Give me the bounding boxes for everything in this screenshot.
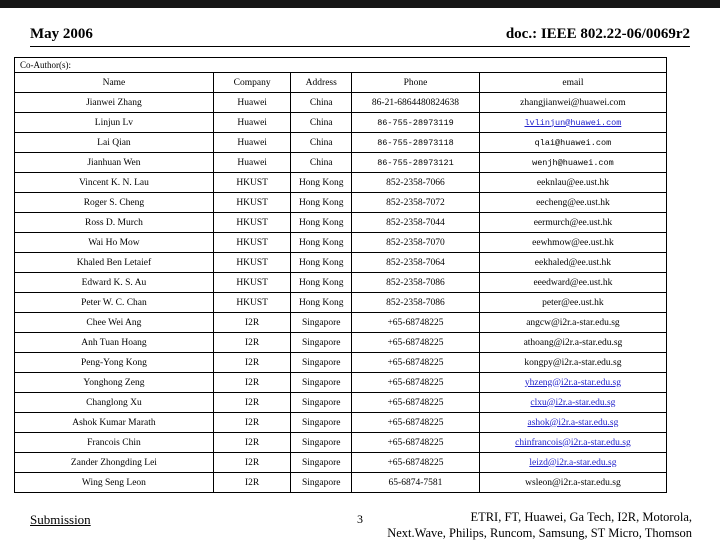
doc-number: doc.: IEEE 802.22-06/0069r2	[505, 26, 690, 42]
affiliations-line-1: ETRI, FT, Huawei, Ga Tech, I2R, Motorola,	[470, 510, 692, 524]
address-cell: Hong Kong	[291, 193, 352, 213]
author-name-cell: Lai Qian	[15, 133, 214, 153]
author-name-cell: Peter W. C. Chan	[15, 293, 214, 313]
table-row	[15, 133, 667, 153]
address-cell: Hong Kong	[291, 233, 352, 253]
company-cell: I2R	[213, 373, 291, 393]
author-name-cell: Jianhuan Wen	[15, 153, 214, 173]
phone-cell: 86-21-6864480824638	[352, 93, 480, 113]
table-row	[15, 113, 667, 133]
address-cell: Singapore	[291, 393, 352, 413]
author-name-cell: Linjun Lv	[15, 113, 214, 133]
phone-cell: 86-755-28973121	[352, 153, 480, 173]
email-cell[interactable]: clxu@i2r.a-star.edu.sg	[479, 393, 666, 413]
email-cell: angcw@i2r.a-star.edu.sg	[479, 313, 666, 333]
column-header: Phone	[352, 73, 480, 93]
phone-cell: +65-68748225	[352, 373, 480, 393]
company-cell: I2R	[213, 433, 291, 453]
address-cell: Hong Kong	[291, 253, 352, 273]
affiliations-line-2: Next.Wave, Philips, Runcom, Samsung, ST Micro, Thomson	[387, 525, 692, 540]
coauthor-table	[14, 57, 667, 493]
table-row	[15, 473, 667, 493]
address-cell: Singapore	[291, 353, 352, 373]
coauthor-table-body	[15, 58, 667, 493]
table-row	[15, 273, 667, 293]
phone-cell: 852-2358-7064	[352, 253, 480, 273]
phone-cell: +65-68748225	[352, 333, 480, 353]
address-cell: China	[291, 153, 352, 173]
author-name-cell: Changlong Xu	[15, 393, 214, 413]
email-cell[interactable]: yhzeng@i2r.a-star.edu.sg	[479, 373, 666, 393]
table-row	[15, 413, 667, 433]
phone-cell: +65-68748225	[352, 393, 480, 413]
author-name-cell: Anh Tuan Hoang	[15, 333, 214, 353]
column-header: Name	[15, 73, 214, 93]
company-cell: HKUST	[213, 253, 291, 273]
table-row	[15, 373, 667, 393]
table-row	[15, 93, 667, 113]
slide-header	[30, 26, 690, 47]
phone-cell: 852-2358-7086	[352, 293, 480, 313]
address-cell: Hong Kong	[291, 173, 352, 193]
table-row	[15, 253, 667, 273]
phone-cell: 852-2358-7066	[352, 173, 480, 193]
email-cell: eeedward@ee.ust.hk	[479, 273, 666, 293]
phone-cell: 65-6874-7581	[352, 473, 480, 493]
address-cell: Singapore	[291, 333, 352, 353]
author-name-cell: Zander Zhongding Lei	[15, 453, 214, 473]
column-header: Address	[291, 73, 352, 93]
table-row	[15, 433, 667, 453]
phone-cell: +65-68748225	[352, 433, 480, 453]
company-cell: HKUST	[213, 213, 291, 233]
company-cell: I2R	[213, 413, 291, 433]
author-name-cell: Roger S. Cheng	[15, 193, 214, 213]
table-row	[15, 393, 667, 413]
table-row	[15, 313, 667, 333]
table-row	[15, 233, 667, 253]
author-name-cell: Khaled Ben Letaief	[15, 253, 214, 273]
page-number: 3	[357, 512, 363, 526]
address-cell: Hong Kong	[291, 273, 352, 293]
address-cell: Hong Kong	[291, 213, 352, 233]
author-name-cell: Wai Ho Mow	[15, 233, 214, 253]
author-name-cell: Ashok Kumar Marath	[15, 413, 214, 433]
phone-cell: 852-2358-7072	[352, 193, 480, 213]
table-row	[15, 293, 667, 313]
phone-cell: +65-68748225	[352, 453, 480, 473]
company-cell: HKUST	[213, 233, 291, 253]
email-cell: wsleon@i2r.a-star.edu.sg	[479, 473, 666, 493]
phone-cell: 852-2358-7070	[352, 233, 480, 253]
email-cell: qlai@huawei.com	[479, 133, 666, 153]
email-cell: zhangjianwei@huawei.com	[479, 93, 666, 113]
table-row	[15, 353, 667, 373]
email-cell[interactable]: lvlinjun@huawei.com	[479, 113, 666, 133]
address-cell: Singapore	[291, 473, 352, 493]
email-cell: eekhaled@ee.ust.hk	[479, 253, 666, 273]
phone-cell: 86-755-28973118	[352, 133, 480, 153]
company-cell: HKUST	[213, 193, 291, 213]
author-name-cell: Francois Chin	[15, 433, 214, 453]
footer-affiliations	[387, 510, 692, 540]
phone-cell: 852-2358-7086	[352, 273, 480, 293]
column-header: email	[479, 73, 666, 93]
author-name-cell: Peng-Yong Kong	[15, 353, 214, 373]
author-name-cell: Wing Seng Leon	[15, 473, 214, 493]
company-cell: HKUST	[213, 173, 291, 193]
address-cell: China	[291, 93, 352, 113]
email-cell: wenjh@huawei.com	[479, 153, 666, 173]
author-name-cell: Ross D. Murch	[15, 213, 214, 233]
address-cell: Singapore	[291, 453, 352, 473]
email-cell: eewhmow@ee.ust.hk	[479, 233, 666, 253]
company-cell: Huawei	[213, 153, 291, 173]
phone-cell: +65-68748225	[352, 313, 480, 333]
address-cell: Singapore	[291, 433, 352, 453]
author-name-cell: Vincent K. N. Lau	[15, 173, 214, 193]
address-cell: Hong Kong	[291, 293, 352, 313]
address-cell: China	[291, 133, 352, 153]
table-row	[15, 213, 667, 233]
table-row	[15, 153, 667, 173]
email-cell: eecheng@ee.ust.hk	[479, 193, 666, 213]
company-cell: HKUST	[213, 273, 291, 293]
company-cell: I2R	[213, 313, 291, 333]
email-cell[interactable]: ashok@i2r.a-star.edu.sg	[479, 413, 666, 433]
company-cell: I2R	[213, 353, 291, 373]
column-header: Company	[213, 73, 291, 93]
caption-row	[15, 58, 667, 73]
company-cell: I2R	[213, 453, 291, 473]
address-cell: Singapore	[291, 413, 352, 433]
author-name-cell: Chee Wei Ang	[15, 313, 214, 333]
phone-cell: +65-68748225	[352, 353, 480, 373]
company-cell: Huawei	[213, 93, 291, 113]
email-cell: eermurch@ee.ust.hk	[479, 213, 666, 233]
company-cell: HKUST	[213, 293, 291, 313]
table-row	[15, 453, 667, 473]
footer-submission-label: Submission	[30, 512, 91, 527]
window-top-edge	[0, 0, 720, 8]
email-cell[interactable]: chinfrancois@i2r.a-star.edu.sg	[479, 433, 666, 453]
email-cell: eeknlau@ee.ust.hk	[479, 173, 666, 193]
doc-date: May 2006	[30, 26, 93, 42]
phone-cell: 86-755-28973119	[352, 113, 480, 133]
header-row	[15, 73, 667, 93]
author-name-cell: Jianwei Zhang	[15, 93, 214, 113]
table-row	[15, 193, 667, 213]
address-cell: Singapore	[291, 373, 352, 393]
address-cell: Singapore	[291, 313, 352, 333]
table-row	[15, 173, 667, 193]
table-caption: Co-Author(s):	[15, 58, 667, 73]
company-cell: I2R	[213, 393, 291, 413]
email-cell: peter@ee.ust.hk	[479, 293, 666, 313]
email-cell: athoang@i2r.a-star.edu.sg	[479, 333, 666, 353]
author-name-cell: Edward K. S. Au	[15, 273, 214, 293]
company-cell: Huawei	[213, 113, 291, 133]
company-cell: I2R	[213, 333, 291, 353]
email-cell[interactable]: leizd@i2r.a-star.edu.sg	[479, 453, 666, 473]
author-name-cell: Yonghong Zeng	[15, 373, 214, 393]
email-cell: kongpy@i2r.a-star.edu.sg	[479, 353, 666, 373]
address-cell: China	[291, 113, 352, 133]
phone-cell: 852-2358-7044	[352, 213, 480, 233]
table-row	[15, 333, 667, 353]
company-cell: Huawei	[213, 133, 291, 153]
company-cell: I2R	[213, 473, 291, 493]
phone-cell: +65-68748225	[352, 413, 480, 433]
